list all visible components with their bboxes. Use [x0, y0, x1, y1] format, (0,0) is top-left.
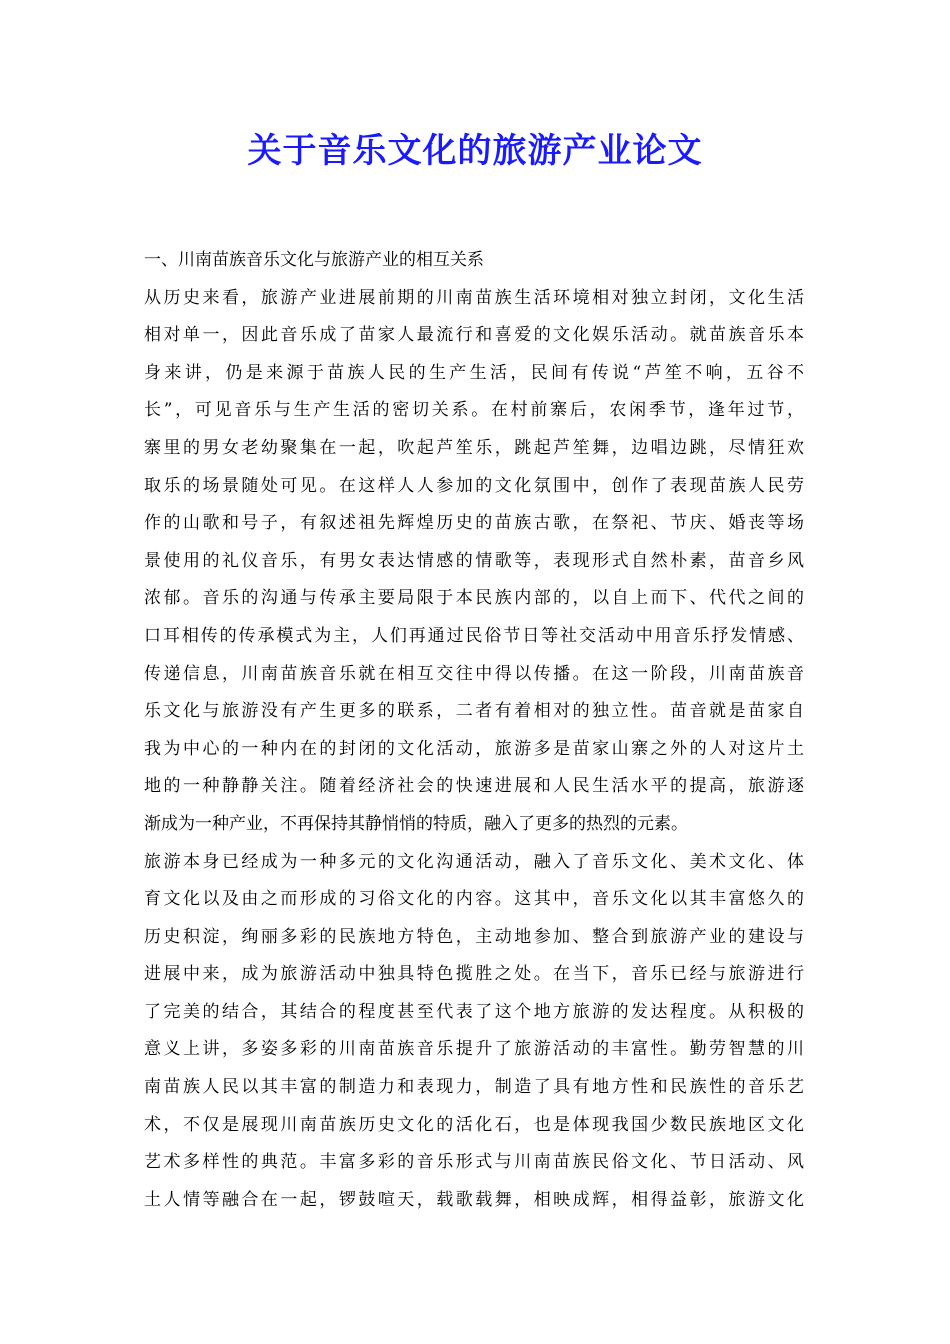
paragraph-line: 意义上讲，多姿多彩的川南苗族音乐提升了旅游活动的丰富性。勤劳智慧的川: [144, 1039, 804, 1060]
paragraph-line: 取乐的场景随处可见。在这样人人参加的文化氛围中，创作了表现苗族人民劳: [144, 475, 804, 496]
document-body: [144, 242, 824, 1219]
paragraph-line: 了完美的结合，其结合的程度甚至代表了这个地方旅游的发达程度。从积极的: [144, 1001, 804, 1022]
paragraph-line: 术，不仅是展现川南苗族历史文化的活化石，也是体现我国少数民族地区文化: [144, 1114, 804, 1135]
paragraph-line: 历史积淀，绚丽多彩的民族地方特色，主动地参加、整合到旅游产业的建设与: [144, 926, 804, 947]
paragraph-line: 口耳相传的传承模式为主，人们再通过民俗节日等社交活动中用音乐抒发情感、: [144, 625, 804, 646]
paragraph-line: 从历史来看，旅游产业进展前期的川南苗族生活环境相对独立封闭，文化生活: [144, 287, 804, 308]
paragraph-line: 渐成为一种产业，不再保持其静悄悄的特质，融入了更多的热烈的元素。: [144, 813, 688, 834]
paragraph-line: 相对单一，因此音乐成了苗家人最流行和喜爱的文化娱乐活动。就苗族音乐本: [144, 325, 804, 346]
paragraph-line: 浓郁。音乐的沟通与传承主要局限于本民族内部的，以自上而下、代代之间的: [144, 588, 804, 609]
paragraph-line: 南苗族人民以其丰富的制造力和表现力，制造了具有地方性和民族性的音乐艺: [144, 1077, 804, 1098]
paragraph-line: 土人情等融合在一起，锣鼓喧天，载歌载舞，相映成辉，相得益彰，旅游文化: [144, 1189, 804, 1210]
paragraph-line: 进展中来，成为旅游活动中独具特色揽胜之处。在当下，音乐已经与旅游进行: [144, 964, 804, 985]
paragraph-line: 长”，可见音乐与生产生活的密切关系。在村前寨后，农闲季节，逢年过节，: [144, 400, 804, 421]
paragraph-line: 旅游本身已经成为一种多元的文化沟通活动，融入了音乐文化、美术文化、体: [144, 851, 804, 872]
paragraph-line: 艺术多样性的典范。丰富多彩的音乐形式与川南苗族民俗文化、节日活动、风: [144, 1152, 804, 1173]
paragraph-line: 乐文化与旅游没有产生更多的联系，二者有着相对的独立性。苗音就是苗家自: [144, 701, 804, 722]
section-heading: 一、川南苗族音乐文化与旅游产业的相互关系: [144, 250, 484, 270]
paragraph-line: 地的一种静静关注。随着经济社会的快速进展和人民生活水平的提高，旅游逐: [144, 776, 804, 797]
paragraph-line: 作的山歌和号子，有叙述祖先辉煌历史的苗族古歌，在祭祀、节庆、婚丧等场: [144, 513, 804, 534]
paragraph-line: 身来讲，仍是来源于苗族人民的生产生活，民间有传说“芦笙不响，五谷不: [144, 362, 804, 383]
paragraph-line: 传递信息，川南苗族音乐就在相互交往中得以传播。在这一阶段，川南苗族音: [144, 663, 804, 684]
paragraph-line: 寨里的男女老幼聚集在一起，吹起芦笙乐，跳起芦笙舞，边唱边跳，尽情狂欢: [144, 437, 804, 458]
document-title: 关于音乐文化的旅游产业论文: [247, 131, 703, 171]
paragraph-line: 育文化以及由之而形成的习俗文化的内容。这其中，音乐文化以其丰富悠久的: [144, 889, 804, 910]
paragraph-line: 景使用的礼仪音乐，有男女表达情感的情歌等，表现形式自然朴素，苗音乡风: [144, 550, 804, 571]
paragraph-line: 我为中心的一种内在的封闭的文化活动，旅游多是苗家山寨之外的人对这片土: [144, 738, 804, 759]
